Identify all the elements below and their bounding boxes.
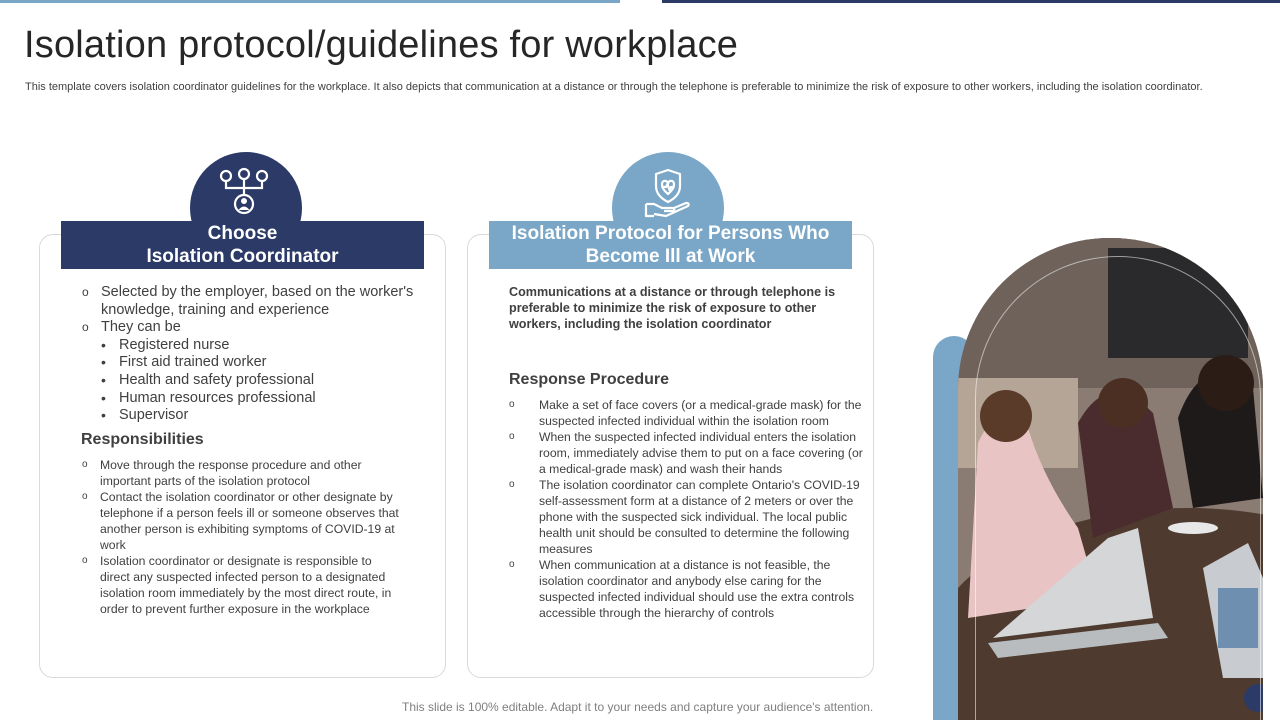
circle-bullet-icon: o bbox=[509, 479, 515, 490]
sub-list-item: • Supervisor bbox=[101, 407, 189, 424]
footer-note: This slide is 100% editable. Adapt it to your needs and capture your audience's attention. bbox=[402, 700, 874, 714]
dot-bullet-icon: • bbox=[101, 371, 106, 388]
responsibilities-list bbox=[82, 457, 404, 617]
coordinator-header bbox=[61, 221, 424, 269]
dot-bullet-icon: • bbox=[101, 354, 106, 371]
list-item: o Make a set of face covers (or a medical-grade mask) for the suspected infected individual within the isolation room bbox=[509, 398, 862, 428]
list-item: o The isolation coordinator can complete Ontario's COVID-19 self-assessment form at a distance of 2 meters or over the phone with the suspected sick individual. The local public health unit should be consulted to determine the following measures bbox=[509, 478, 860, 556]
list-item: o They can be bbox=[82, 319, 181, 336]
list-item: o Selected by the employer, based on the worker's knowledge, training and experience bbox=[82, 284, 414, 318]
page-title: Isolation protocol/guidelines for workplace bbox=[24, 24, 739, 66]
circle-bullet-icon: o bbox=[509, 559, 515, 570]
communication-text: Communications at a distance or through telephone is preferable to minimize the risk of exposure to other workers, including the isolation coordinator bbox=[509, 285, 836, 331]
hand-shield-icon bbox=[640, 164, 696, 220]
list-item: o When communication at a distance is not feasible, the isolation coordinator and anybody else caring for the suspected infected individual should use the extra controls accessible through the hierarchy of controls bbox=[509, 558, 855, 620]
response-procedure-heading: Response Procedure bbox=[509, 371, 670, 388]
photo-outline-frame bbox=[975, 256, 1261, 720]
dot-bullet-icon: • bbox=[101, 336, 106, 353]
coordinator-header-line1: Choose bbox=[207, 223, 278, 244]
response-procedure-list bbox=[509, 397, 864, 621]
page-subtitle: This template covers isolation coordinator guidelines for the workplace. It also depicts that communication at a distance or through the telephone is preferable to minimize the risk of exposure to other workers, including the isolation coordinator. bbox=[25, 81, 1203, 93]
circle-bullet-icon: o bbox=[82, 555, 88, 566]
coordinator-header-line2: Isolation Coordinator bbox=[146, 246, 339, 267]
sub-list-item: • Registered nurse bbox=[101, 336, 230, 353]
circle-bullet-icon: o bbox=[509, 399, 515, 410]
list-item: o Contact the isolation coordinator or other designate by telephone if a person feels ill or someone observes that another person is exhibiting symptoms of COVID-19 at work bbox=[82, 490, 399, 552]
list-item: o When the suspected infected individual enters the isolation room, immediately advise them to put on a face covering (or a medical-grade mask) and wash their hands bbox=[509, 430, 863, 476]
circle-bullet-icon: o bbox=[82, 491, 88, 502]
top-accent-bar-dark bbox=[662, 0, 1280, 3]
network-person-icon bbox=[218, 164, 274, 220]
dot-bullet-icon: • bbox=[101, 407, 106, 424]
sub-list-item: • First aid trained worker bbox=[101, 354, 267, 371]
coordinator-list bbox=[82, 284, 422, 425]
protocol-header-line1: Isolation Protocol for Persons Who bbox=[511, 223, 830, 244]
top-accent-bar-light bbox=[0, 0, 620, 3]
protocol-header-line2: Become Ill at Work bbox=[585, 246, 756, 267]
circle-bullet-icon: o bbox=[509, 431, 515, 442]
list-item: o Isolation coordinator or designate is responsible to direct any suspected infected person to a designated isolation room immediately by the most direct route, in order to prevent further exposure in the workplace bbox=[82, 554, 392, 616]
circle-bullet-icon: o bbox=[82, 320, 89, 335]
sub-list-item: • Health and safety professional bbox=[101, 371, 315, 388]
circle-bullet-icon: o bbox=[82, 285, 89, 299]
list-item: o Move through the response procedure and other important parts of the isolation protocol bbox=[82, 458, 362, 488]
circle-bullet-icon: o bbox=[82, 459, 88, 470]
protocol-header bbox=[489, 221, 852, 269]
dot-bullet-icon: • bbox=[101, 389, 106, 406]
responsibilities-heading: Responsibilities bbox=[81, 431, 204, 448]
sub-list-item: • Human resources professional bbox=[101, 389, 316, 406]
